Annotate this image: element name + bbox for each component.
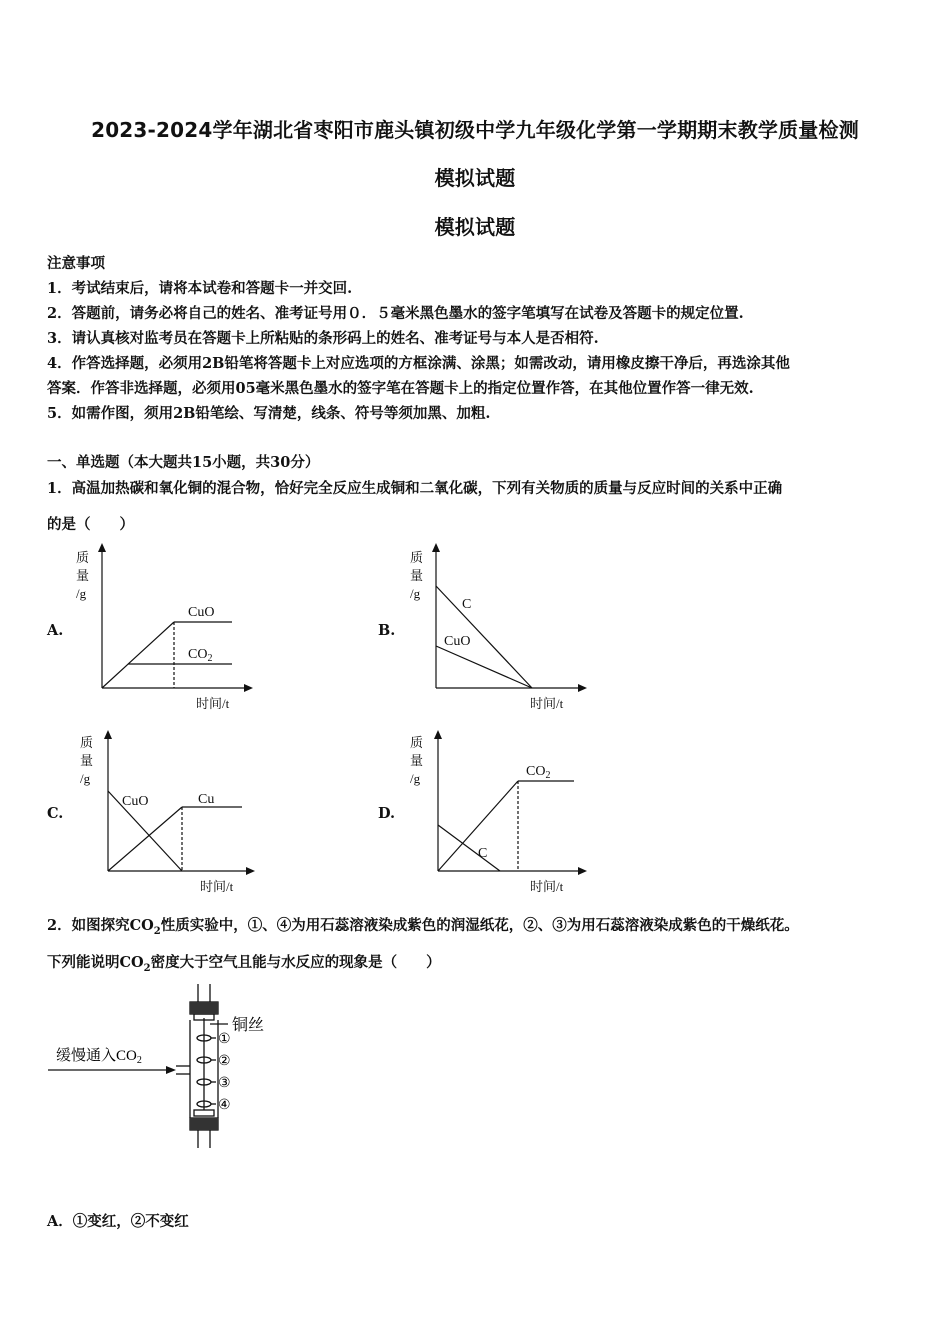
y-axis-label: 质: [80, 735, 94, 750]
curve-label-c: C: [478, 846, 488, 861]
q2-option-a: A．①变红，②不变红: [47, 1213, 189, 1230]
graph-d: [404, 725, 594, 900]
y-axis-label: 量: [410, 753, 424, 768]
y-axis-label: 量: [410, 568, 424, 583]
curve-label-c: C: [462, 597, 472, 612]
x-axis-label: 时间/t: [530, 879, 564, 894]
copper-wire-label: 铜丝: [232, 1017, 265, 1034]
section-heading: 一、单选题（本大题共15小题，共30分）: [47, 454, 320, 471]
curve-label-cuo: CuO: [122, 794, 149, 809]
q2-stem-line2: 下列能说明$CO_2$密度大于空气且能与水反应的现象是（ ）: [47, 954, 441, 974]
x-axis-label: 时间/t: [196, 696, 230, 711]
curve-label-cuo: CuO: [444, 634, 471, 649]
y-axis-label: 质: [410, 735, 424, 750]
y-axis-label: 量: [76, 568, 90, 583]
flower-marker-2: ②: [218, 1054, 231, 1069]
q2-stem-line1: 2．如图探究$CO_2$性质实验中，①、④为用石蕊溶液染成紫色的润湿纸花，②、③为用石蕊溶液染成紫色的干燥纸花。: [47, 917, 799, 937]
notice-item: 1．考试结束后，请将本试卷和答题卡一并交回.: [47, 280, 353, 297]
q1-stem-line1: 1．高温加热碳和氧化铜的混合物，恰好完全反应生成铜和二氧化碳，下列有关物质的质量与反应时间的关系中正确: [47, 480, 783, 497]
notice-item: 答案．作答非选择题，必须用05毫米黑色墨水的签字笔在答题卡上的指定位置作答，在其他位置作答一律无效.: [47, 380, 754, 397]
y-axis-label: 质: [76, 550, 90, 565]
curve-label-cu: Cu: [198, 792, 215, 807]
exam-title-line3: 模拟试题: [434, 215, 516, 239]
exam-title-line1: 2023-2024学年湖北省枣阳市鹿头镇初级中学九年级化学第一学期期末教学质量检测: [91, 118, 859, 142]
flower-marker-3: ③: [218, 1076, 231, 1091]
y-axis-label: /g: [410, 771, 421, 786]
graph-b: [404, 540, 594, 715]
graph-c: [74, 725, 264, 900]
option-b-letter: B.: [378, 622, 396, 639]
curve-label-cuo: CuO: [188, 605, 215, 620]
notice-item: 4．作答选择题，必须用2B铅笔将答题卡上对应选项的方框涂满、涂黑；如需改动，请用橡皮擦干净后，再选涂其他: [47, 355, 790, 372]
exam-title-line2: 模拟试题: [434, 166, 516, 190]
notice-heading: 注意事项: [47, 255, 105, 272]
flower-marker-4: ④: [218, 1098, 231, 1113]
y-axis-label: 质: [410, 550, 424, 565]
x-axis-label: 时间/t: [530, 696, 564, 711]
option-d-letter: D.: [378, 805, 396, 822]
y-axis-label: 量: [80, 753, 94, 768]
notice-item: 2．答题前，请务必将自己的姓名、准考证号用０．５毫米黑色墨水的签字笔填写在试卷及答题卡的规定位置.: [47, 305, 744, 322]
y-axis-label: /g: [80, 771, 91, 786]
co2-apparatus-diagram: [40, 980, 320, 1155]
x-axis-label: 时间/t: [200, 879, 234, 894]
notice-item: 3．请认真核对监考员在答题卡上所粘贴的条形码上的姓名、准考证号与本人是否相符.: [47, 330, 599, 347]
option-c-letter: C.: [47, 805, 64, 822]
option-a-letter: A.: [47, 622, 64, 639]
inlet-label: 缓慢通入$CO_2$: [56, 1048, 142, 1066]
graph-a: [70, 540, 260, 715]
notice-item: 5．如需作图，须用2B铅笔绘、写清楚，线条、符号等须加黑、加粗.: [47, 405, 491, 422]
q1-stem-line2: 的是（ ）: [47, 516, 134, 533]
y-axis-label: /g: [410, 586, 421, 601]
curve-label-co2: $CO_2$: [188, 647, 213, 664]
flower-marker-1: ①: [218, 1032, 231, 1047]
y-axis-label: /g: [76, 586, 87, 601]
curve-label-co2: $CO_2$: [526, 764, 551, 781]
